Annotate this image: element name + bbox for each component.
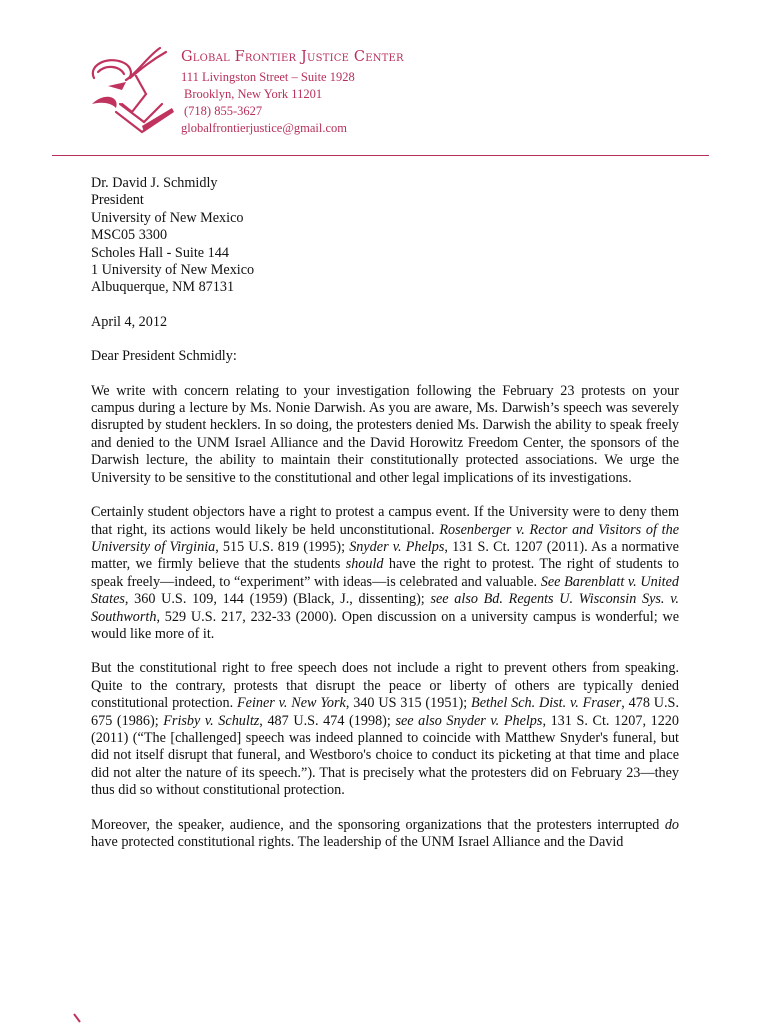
emphasis: should <box>345 556 384 573</box>
emphasis: do <box>664 816 679 833</box>
case-citation: Rosenberger v. Rector and Visitors of the University of Virginia <box>91 521 679 555</box>
case-citation: see also Bd. Regents U. Wisconsin Sys. v. Southworth <box>91 591 679 625</box>
case-citation: see also Snyder v. Phelps <box>395 712 543 729</box>
case-citation: Frisby v. Schultz <box>163 712 260 729</box>
organization-email: globalfrontierjustice@gmail.com <box>181 121 347 135</box>
salutation: Dear President Schmidly: <box>91 348 237 365</box>
letter-date: April 4, 2012 <box>91 313 168 330</box>
case-citation: Feiner v. New York <box>236 695 346 712</box>
recipient-address <box>91 175 679 297</box>
recipient-name: Dr. David J. Schmidly <box>91 175 218 191</box>
paragraph-1: We write with concern relating to your investigation following the February 23 protests on your campus during a lecture by Ms. Nonie Darwish. As you are aware, Ms. Darwish’s speech was severely disrupted by student hecklers. In so doing, the protesters denied Ms. Darwish the ability to speak freely and denied to the UNM Israel Alliance and the David Horowitz Freedom Center, the sponsors of the Darwish lecture, the ability to maintain their constitutionally protected associations. We urge the University to be sensitive to the constitutional and other legal implications of its investigations. <box>91 382 679 486</box>
recipient-institution: University of New Mexico <box>91 209 244 226</box>
organization-logo-icon <box>86 42 178 140</box>
letter-body <box>91 175 679 851</box>
recipient-street: 1 University of New Mexico <box>91 262 255 279</box>
letterhead <box>181 47 601 137</box>
organization-phone: (718) 855-3627 <box>184 104 263 118</box>
paragraph-4: Moreover, the speaker, audience, and the sponsoring organizations that the protesters interrupted do have protected constitutional rights. The leadership of the UNM Israel Alliance and the David <box>91 816 679 850</box>
letterhead-divider <box>52 155 709 156</box>
organization-city: Brooklyn, New York 11201 <box>184 87 323 101</box>
recipient-city: Albuquerque, NM 87131 <box>91 279 235 296</box>
paragraph-2: Certainly student objectors have a right to protest a campus event. If the University were to deny them that right, its actions would likely be held unconstitutional. Rosenberger v. Rector and Visitors of the University of Virginia, 515 U.S. 819 (1995); Snyder v. Phelps, 131 S. Ct. 1207 (2011). As a normative matter, we firmly believe that the students should have the right to protest. The right of students to speak freely—indeed, to “experiment” with ideas—is celebrated and valuable. See Barenblatt v. United States, 360 U.S. 109, 144 (1959) (Black, J., dissenting); see also Bd. Regents U. Wisconsin Sys. v. Southworth, 529 U.S. 217, 232-33 (2000). Open discussion on a university campus is wonderful; we would like more of it. <box>91 504 680 642</box>
recipient-building: Scholes Hall - Suite 144 <box>91 244 229 261</box>
organization-name: Global Frontier Justice Center <box>181 49 404 65</box>
case-citation: See Barenblatt v. United States <box>91 573 679 608</box>
page-corner-mark-icon <box>60 1012 90 1024</box>
organization-street: 111 Livingston Street – Suite 1928 <box>181 70 355 84</box>
case-citation: Snyder v. Phelps <box>349 538 445 555</box>
recipient-title: President <box>91 192 144 209</box>
paragraph-3: But the constitutional right to free speech does not include a right to prevent others from speaking. Quite to the contrary, protests that disrupt the peace or liberty of others are typically denied constitutional protection. Feiner v. New York, 340 US 315 (1951); Bethel Sch. Dist. v. Fraser, 478 U.S. 675 (1986); Frisby v. Schultz, 487 U.S. 474 (1998); see also Snyder v. Phelps, 131 S. Ct. 1207, 1220 (2011) (“The [challenged] speech was indeed planned to coincide with Matthew Snyder's funeral, but did not itself disrupt that funeral, and Westboro's choice to conduct its picketing at that time and place did not alter the nature of its speech.”). That is precisely what the protesters did on February 23—they thus did so without constitutional protection. <box>91 660 679 799</box>
recipient-mail-code: MSC05 3300 <box>91 227 168 244</box>
case-citation: Bethel Sch. Dist. v. Fraser <box>471 695 622 712</box>
